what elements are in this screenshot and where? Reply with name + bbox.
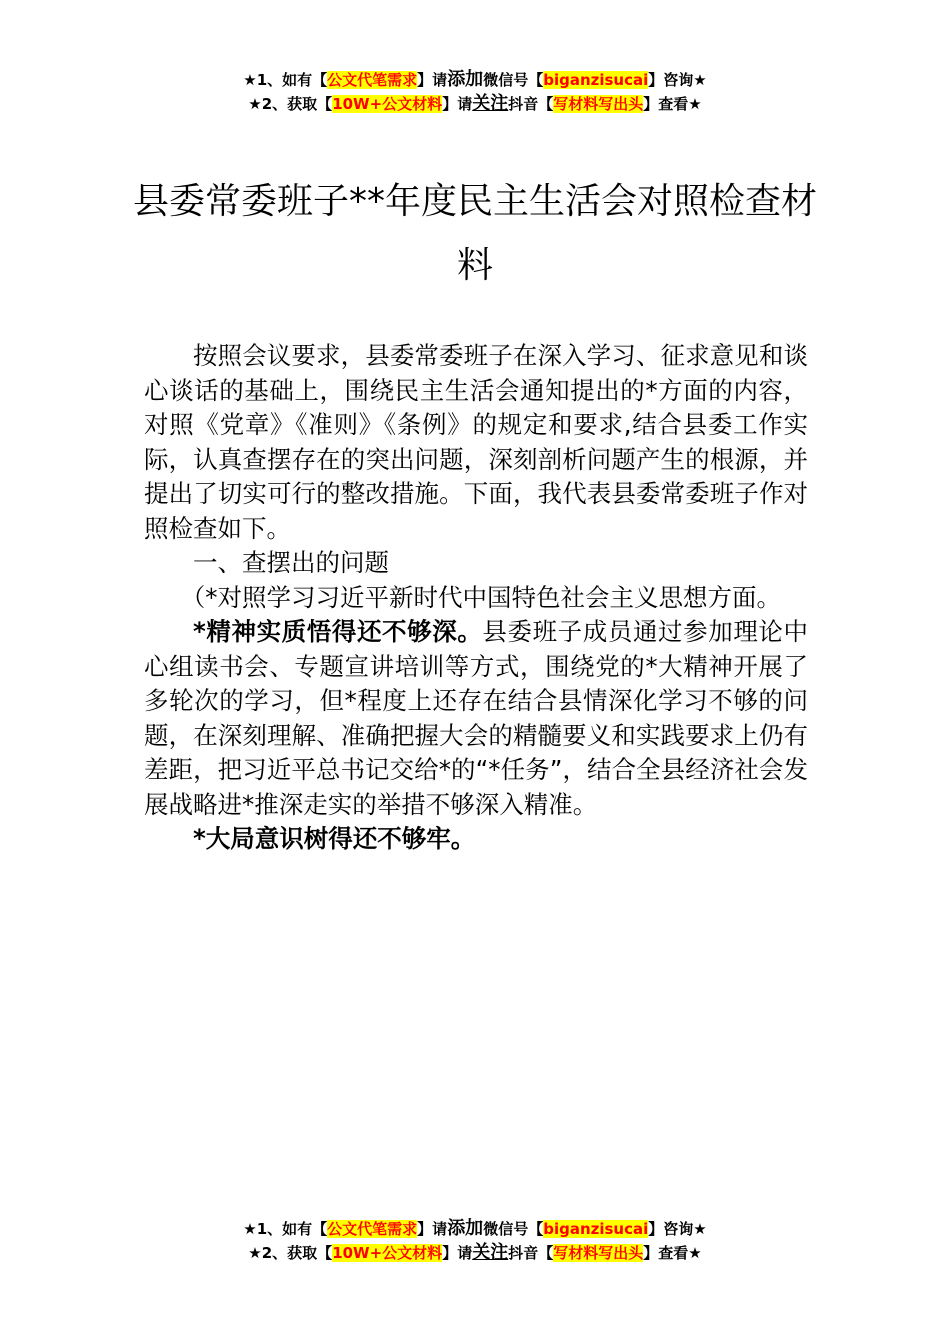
banner-text: 】请 xyxy=(442,1244,473,1262)
banner-text: 抖音【 xyxy=(508,1244,554,1262)
banner-highlight: 10W+公文材料 xyxy=(332,95,443,113)
top-banner xyxy=(0,68,950,116)
banner-line-1 xyxy=(0,1217,950,1241)
banner-highlight: 公文代笔需求 xyxy=(327,71,418,89)
banner-text: 抖音【 xyxy=(508,95,554,113)
banner-wechat-id: biganzisucai xyxy=(543,1220,649,1238)
banner-emphasis: 关注 xyxy=(472,93,509,114)
banner-text: 】请 xyxy=(417,1220,448,1238)
banner-line-1 xyxy=(0,68,950,92)
banner-text: 】咨询★ xyxy=(648,71,707,89)
banner-emphasis: 添加 xyxy=(447,69,484,90)
banner-text: ★2、获取【 xyxy=(248,1244,333,1262)
bottom-banner xyxy=(0,1217,950,1265)
banner-text: 】咨询★ xyxy=(648,1220,707,1238)
intro-paragraph: 按照会议要求，县委常委班子在深入学习、征求意见和谈心谈话的基础上，围绕民主生活会通知提出的*方面的内容，对照《党章》《准则》《条例》的规定和要求,结合县委工作实际，认真查摆存在的突出问题，深刻剖析问题产生的根源，并提出了切实可行的整改措施。下面，我代表县委常委班子作对照检查如下。 xyxy=(144,341,808,543)
banner-text: 】请 xyxy=(442,95,473,113)
banner-highlight: 10W+公文材料 xyxy=(332,1244,443,1262)
point-paragraph-1 xyxy=(144,615,808,822)
banner-text: 】查看★ xyxy=(643,1244,702,1262)
point-2-title: *大局意识树得还不够牢。 xyxy=(193,824,476,853)
point-1-title: *精神实质悟得还不够深。 xyxy=(193,617,483,646)
banner-line-2 xyxy=(0,92,950,116)
section-heading: 一、查摆出的问题 xyxy=(193,548,389,577)
banner-line-2 xyxy=(0,1241,950,1265)
banner-text: ★1、如有【 xyxy=(243,71,328,89)
banner-emphasis: 关注 xyxy=(472,1242,509,1263)
document-body xyxy=(144,339,808,857)
banner-text: 】请 xyxy=(417,71,448,89)
banner-douyin-id: 写材料写出头 xyxy=(553,95,644,113)
banner-highlight: 公文代笔需求 xyxy=(327,1220,418,1238)
point-1-text: 县委班子成员通过参加理论中心组读书会、专题宣讲培训等方式，围绕党的*大精神开展了多轮次的学习，但*程度上还存在结合县情深化学习不够的问题，在深刻理解、准确把握大会的精髓要义和实践要求上仍有差距，把习近平总书记交给*的“*任务”，结合全县经济社会发展战略进*推深走实的举措不够深入精准。 xyxy=(144,617,808,819)
banner-wechat-id: biganzisucai xyxy=(543,71,649,89)
banner-text: 微信号【 xyxy=(483,1220,544,1238)
banner-text: ★1、如有【 xyxy=(243,1220,328,1238)
banner-douyin-id: 写材料写出头 xyxy=(553,1244,644,1262)
banner-text: 微信号【 xyxy=(483,71,544,89)
banner-emphasis: 添加 xyxy=(447,1218,484,1239)
banner-text: ★2、获取【 xyxy=(248,95,333,113)
banner-text: 】查看★ xyxy=(643,95,702,113)
document-title: 县委常委班子**年度民主生活会对照检查材料 xyxy=(132,181,817,286)
point-paragraph-2 xyxy=(144,822,808,857)
subsection-heading: （*对照学习习近平新时代中国特色社会主义思想方面。 xyxy=(180,582,781,612)
